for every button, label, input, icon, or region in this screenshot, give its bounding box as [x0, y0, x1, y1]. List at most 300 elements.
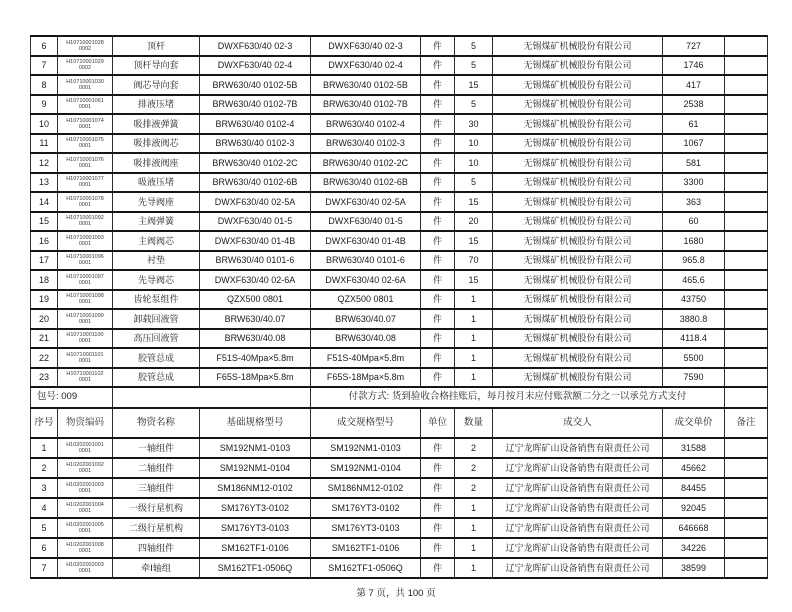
cell-unit-price: 965.8 [663, 251, 725, 271]
upper-table-body [31, 36, 768, 387]
cell-material-code [58, 290, 113, 310]
table-row [31, 518, 768, 538]
cell-unit-price: 646668 [663, 518, 725, 538]
cell-row-number: 8 [31, 75, 58, 95]
cell-remark [725, 36, 768, 56]
header-unit-price: 成交单价 [663, 408, 725, 438]
cell-remark [725, 95, 768, 115]
cell-material-name: 顶杆导向套 [113, 56, 200, 76]
material-code-line1: H10202001002 [66, 462, 104, 468]
cell-deal-spec: DWXF630/40 02-5A [311, 192, 421, 212]
cell-quantity: 1 [455, 329, 493, 349]
cell-deal-spec: BRW630/40 0102-3 [311, 134, 421, 154]
cell-material-name: 三轴组件 [113, 478, 200, 498]
cell-material-code [58, 95, 113, 115]
cell-unit-price: 581 [663, 153, 725, 173]
cell-remark [725, 498, 768, 518]
cell-quantity: 20 [455, 212, 493, 232]
cell-material-code [58, 498, 113, 518]
cell-material-code [58, 231, 113, 251]
cell-material-code [58, 173, 113, 193]
cell-unit-price: 43750 [663, 290, 725, 310]
cell-remark [725, 458, 768, 478]
cell-row-number: 12 [31, 153, 58, 173]
cell-vendor: 无锡煤矿机械股份有限公司 [493, 114, 663, 134]
cell-vendor: 辽宁龙晖矿山设备销售有限责任公司 [493, 438, 663, 458]
cell-material-code [58, 56, 113, 76]
cell-deal-spec: SM176YT3-0103 [311, 518, 421, 538]
cell-unit-price: 417 [663, 75, 725, 95]
cell-material-name: 二级行星机构 [113, 518, 200, 538]
cell-quantity: 1 [455, 498, 493, 518]
cell-vendor: 无锡煤矿机械股份有限公司 [493, 75, 663, 95]
cell-material-code [58, 538, 113, 558]
cell-unit-price: 34226 [663, 538, 725, 558]
cell-vendor: 无锡煤矿机械股份有限公司 [493, 95, 663, 115]
cell-vendor: 无锡煤矿机械股份有限公司 [493, 270, 663, 290]
cell-quantity: 1 [455, 538, 493, 558]
cell-material-name: 卸载回液管 [113, 309, 200, 329]
cell-vendor: 辽宁龙晖矿山设备销售有限责任公司 [493, 518, 663, 538]
cell-vendor: 无锡煤矿机械股份有限公司 [493, 153, 663, 173]
cell-base-spec: BRW630/40 0101-6 [200, 251, 311, 271]
cell-quantity: 2 [455, 478, 493, 498]
table-row [31, 478, 768, 498]
cell-deal-spec: BRW630/40.08 [311, 329, 421, 349]
cell-unit: 件 [421, 134, 455, 154]
material-code-line2: 0002 [78, 65, 92, 72]
cell-deal-spec: SM192NM1-0103 [311, 438, 421, 458]
cell-material-code [58, 114, 113, 134]
cell-material-code [58, 348, 113, 368]
header-material-name: 物资名称 [113, 408, 200, 438]
cell-vendor: 无锡煤矿机械股份有限公司 [493, 368, 663, 388]
cell-unit-price: 1067 [663, 134, 725, 154]
material-code-line2: 0001 [78, 468, 92, 474]
cell-material-name: 二轴组件 [113, 458, 200, 478]
cell-base-spec: SM176YT3-0102 [200, 498, 311, 518]
cell-base-spec: DWXF630/40 02-6A [200, 270, 311, 290]
cell-base-spec: DWXF630/40 02-5A [200, 192, 311, 212]
cell-material-code [58, 329, 113, 349]
cell-vendor: 辽宁龙晖矿山设备销售有限责任公司 [493, 558, 663, 578]
cell-unit: 件 [421, 231, 455, 251]
header-unit: 单位 [421, 408, 455, 438]
material-code-line1: H10710001096 [66, 254, 104, 261]
material-code-line1: H10710001028 [66, 39, 104, 46]
cell-remark [725, 75, 768, 95]
material-code-line2: 0001 [78, 568, 92, 574]
cell-deal-spec: SM186NM12-0102 [311, 478, 421, 498]
cell-deal-spec: QZX500 0801 [311, 290, 421, 310]
cell-quantity: 1 [455, 518, 493, 538]
table-row [31, 498, 768, 518]
material-code-line2: 0001 [78, 528, 92, 534]
table-header-row [31, 408, 768, 438]
cell-row-number: 7 [31, 56, 58, 76]
cell-material-name: 吸液压堵 [113, 173, 200, 193]
cell-unit-price: 31588 [663, 438, 725, 458]
cell-deal-spec: BRW630/40 0102-6B [311, 173, 421, 193]
header-deal-spec: 成交规格型号 [311, 408, 421, 438]
cell-material-code [58, 518, 113, 538]
package-number: 包号: 009 [31, 387, 113, 408]
cell-base-spec: BRW630/40.07 [200, 309, 311, 329]
material-code-line2: 0001 [78, 318, 92, 325]
cell-quantity: 5 [455, 95, 493, 115]
cell-vendor: 无锡煤矿机械股份有限公司 [493, 36, 663, 56]
cell-unit-price: 3300 [663, 173, 725, 193]
cell-base-spec: DWXF630/40 01-5 [200, 212, 311, 232]
cell-material-name: 胶管总成 [113, 368, 200, 388]
table-row [31, 309, 768, 329]
cell-unit-price: 1746 [663, 56, 725, 76]
material-code-line2: 0001 [78, 240, 92, 247]
table-row [31, 538, 768, 558]
material-code-line1: H10710001061 [66, 98, 104, 105]
material-code-line2: 0001 [78, 162, 92, 169]
table-row [31, 212, 768, 232]
table-row [31, 192, 768, 212]
material-code-line2: 0001 [78, 201, 92, 208]
cell-unit: 件 [421, 153, 455, 173]
cell-base-spec: BRW630/40 0102-7B [200, 95, 311, 115]
cell-vendor: 无锡煤矿机械股份有限公司 [493, 173, 663, 193]
cell-unit: 件 [421, 290, 455, 310]
material-code-line2: 0001 [78, 548, 92, 554]
cell-base-spec: SM162TF1-0106 [200, 538, 311, 558]
cell-remark [725, 212, 768, 232]
cell-deal-spec: DWXF630/40 01-5 [311, 212, 421, 232]
cell-quantity: 10 [455, 134, 493, 154]
cell-deal-spec: DWXF630/40 02-3 [311, 36, 421, 56]
cell-material-name: 排液压堵 [113, 95, 200, 115]
cell-unit-price: 727 [663, 36, 725, 56]
cell-base-spec: DWXF630/40 01-4B [200, 231, 311, 251]
header-quantity: 数量 [455, 408, 493, 438]
table-row [31, 438, 768, 458]
cell-remark [725, 173, 768, 193]
table-row [31, 558, 768, 578]
cell-material-name: 主阀弹簧 [113, 212, 200, 232]
cell-material-name: 吸排液阀芯 [113, 134, 200, 154]
material-code-line2: 0001 [78, 123, 92, 130]
header-remark: 备注 [725, 408, 768, 438]
cell-unit-price: 7590 [663, 368, 725, 388]
cell-base-spec: QZX500 0801 [200, 290, 311, 310]
cell-unit: 件 [421, 368, 455, 388]
material-code-line1: H10710001093 [66, 234, 104, 241]
cell-material-name: 四轴组件 [113, 538, 200, 558]
material-code-line1: H10202001005 [66, 522, 104, 528]
cell-unit: 件 [421, 518, 455, 538]
material-code-line1: H10710001102 [66, 371, 104, 378]
cell-quantity: 1 [455, 290, 493, 310]
cell-row-number: 6 [31, 36, 58, 56]
cell-material-name: 衬垫 [113, 251, 200, 271]
table-row [31, 95, 768, 115]
table-row [31, 75, 768, 95]
table-row [31, 270, 768, 290]
cell-vendor: 无锡煤矿机械股份有限公司 [493, 192, 663, 212]
cell-material-code [58, 309, 113, 329]
material-code-line2: 0001 [78, 221, 92, 228]
cell-quantity: 15 [455, 192, 493, 212]
cell-quantity: 2 [455, 438, 493, 458]
cell-deal-spec: F51S-40Mpa×5.8m [311, 348, 421, 368]
cell-vendor: 无锡煤矿机械股份有限公司 [493, 329, 663, 349]
cell-unit-price: 60 [663, 212, 725, 232]
cell-unit-price: 84455 [663, 478, 725, 498]
header-row-number: 序号 [31, 408, 58, 438]
cell-quantity: 2 [455, 458, 493, 478]
cell-quantity: 15 [455, 270, 493, 290]
cell-remark [725, 309, 768, 329]
cell-deal-spec: DWXF630/40 02-4 [311, 56, 421, 76]
cell-base-spec: BRW630/40 0102-2C [200, 153, 311, 173]
package-remark-empty [725, 387, 768, 408]
cell-unit-price: 5500 [663, 348, 725, 368]
material-code-line1: H10202001003 [66, 482, 104, 488]
cell-deal-spec: SM162TF1-0106 [311, 538, 421, 558]
cell-material-name: 吸排液弹簧 [113, 114, 200, 134]
cell-material-name: 一级行星机构 [113, 498, 200, 518]
cell-vendor: 辽宁龙晖矿山设备销售有限责任公司 [493, 478, 663, 498]
cell-material-name: 胶管总成 [113, 348, 200, 368]
cell-quantity: 1 [455, 309, 493, 329]
cell-row-number: 14 [31, 192, 58, 212]
cell-base-spec: BRW630/40 0102-6B [200, 173, 311, 193]
cell-unit: 件 [421, 75, 455, 95]
cell-row-number: 18 [31, 270, 58, 290]
cell-material-name: 一轴组件 [113, 438, 200, 458]
table-row [31, 368, 768, 388]
material-code-line2: 0001 [78, 299, 92, 306]
material-code-line1: H10710001092 [66, 215, 104, 222]
cell-deal-spec: BRW630/40.07 [311, 309, 421, 329]
cell-deal-spec: SM192NM1-0104 [311, 458, 421, 478]
cell-row-number: 19 [31, 290, 58, 310]
cell-unit-price: 465.6 [663, 270, 725, 290]
cell-remark [725, 478, 768, 498]
cell-material-name: 齿轮泵组件 [113, 290, 200, 310]
material-code-line2: 0001 [78, 143, 92, 150]
cell-row-number: 17 [31, 251, 58, 271]
cell-unit: 件 [421, 36, 455, 56]
cell-vendor: 辽宁龙晖矿山设备销售有限责任公司 [493, 458, 663, 478]
cell-unit: 件 [421, 348, 455, 368]
cell-unit-price: 61 [663, 114, 725, 134]
package-row [31, 387, 768, 408]
cell-material-code [58, 36, 113, 56]
cell-row-number: 10 [31, 114, 58, 134]
cell-quantity: 15 [455, 231, 493, 251]
cell-row-number: 9 [31, 95, 58, 115]
cell-unit: 件 [421, 251, 455, 271]
lower-table-body [31, 438, 768, 578]
cell-vendor: 无锡煤矿机械股份有限公司 [493, 56, 663, 76]
cell-row-number: 15 [31, 212, 58, 232]
cell-quantity: 5 [455, 173, 493, 193]
material-code-line1: H10710001078 [66, 195, 104, 202]
material-code-line1: H10710001098 [66, 293, 104, 300]
cell-unit: 件 [421, 478, 455, 498]
cell-material-code [58, 75, 113, 95]
cell-remark [725, 114, 768, 134]
cell-unit-price: 38599 [663, 558, 725, 578]
material-code-line1: H10710001077 [66, 176, 104, 183]
cell-remark [725, 56, 768, 76]
material-code-line1: H10710001075 [66, 137, 104, 144]
cell-deal-spec: BRW630/40 0102-7B [311, 95, 421, 115]
cell-unit: 件 [421, 329, 455, 349]
material-code-line1: H10202002003 [66, 562, 104, 568]
material-code-line1: H10202001004 [66, 502, 104, 508]
cell-base-spec: SM162TF1-0506Q [200, 558, 311, 578]
table-row [31, 458, 768, 478]
cell-unit: 件 [421, 558, 455, 578]
cell-material-code [58, 251, 113, 271]
cell-material-code [58, 192, 113, 212]
table-row [31, 231, 768, 251]
cell-vendor: 无锡煤矿机械股份有限公司 [493, 212, 663, 232]
material-code-line1: H10710001097 [66, 273, 104, 280]
cell-row-number: 21 [31, 329, 58, 349]
cell-material-name: 先导阀座 [113, 192, 200, 212]
cell-vendor: 无锡煤矿机械股份有限公司 [493, 348, 663, 368]
material-code-line2: 0001 [78, 104, 92, 111]
cell-material-code [58, 478, 113, 498]
header-base-spec: 基础规格型号 [200, 408, 311, 438]
header-material-code: 物资编码 [58, 408, 113, 438]
page-footer: 第 7 页，共 100 页 [356, 588, 436, 599]
cell-remark [725, 192, 768, 212]
material-code-line1: H10710001074 [66, 117, 104, 124]
material-code-line1: H10710001101 [66, 351, 104, 358]
cell-row-number: 3 [31, 478, 58, 498]
table-row [31, 56, 768, 76]
header-vendor: 成交人 [493, 408, 663, 438]
cell-vendor: 辽宁龙晖矿山设备销售有限责任公司 [493, 538, 663, 558]
cell-material-name: 吸排液阀座 [113, 153, 200, 173]
cell-deal-spec: BRW630/40 0101-6 [311, 251, 421, 271]
cell-base-spec: SM186NM12-0102 [200, 478, 311, 498]
cell-deal-spec: DWXF630/40 02-6A [311, 270, 421, 290]
cell-material-name: 高压回液管 [113, 329, 200, 349]
cell-remark [725, 329, 768, 349]
procurement-table [30, 35, 768, 579]
material-code-line1: H10202001008 [66, 542, 104, 548]
cell-vendor: 无锡煤矿机械股份有限公司 [493, 134, 663, 154]
material-code-line2: 0001 [78, 488, 92, 494]
cell-remark [725, 270, 768, 290]
cell-unit: 件 [421, 498, 455, 518]
cell-base-spec: DWXF630/40 02-4 [200, 56, 311, 76]
cell-unit: 件 [421, 192, 455, 212]
table-row [31, 153, 768, 173]
cell-remark [725, 231, 768, 251]
material-code-line1: H10710001076 [66, 156, 104, 163]
cell-quantity: 10 [455, 153, 493, 173]
cell-material-name: 主阀阀芯 [113, 231, 200, 251]
table-row [31, 348, 768, 368]
cell-remark [725, 153, 768, 173]
cell-material-code [58, 270, 113, 290]
cell-remark [725, 518, 768, 538]
cell-material-code [58, 134, 113, 154]
cell-base-spec: BRW630/40 0102-4 [200, 114, 311, 134]
material-code-line2: 0001 [78, 377, 92, 384]
table-row [31, 329, 768, 349]
cell-remark [725, 538, 768, 558]
cell-material-code [58, 153, 113, 173]
material-code-line1: H10710001029 [66, 59, 104, 66]
cell-deal-spec: SM176YT3-0102 [311, 498, 421, 518]
cell-unit: 件 [421, 114, 455, 134]
cell-unit: 件 [421, 95, 455, 115]
cell-row-number: 22 [31, 348, 58, 368]
material-code-line1: H10202001001 [66, 442, 104, 448]
cell-remark [725, 368, 768, 388]
cell-remark [725, 134, 768, 154]
cell-unit: 件 [421, 270, 455, 290]
cell-row-number: 20 [31, 309, 58, 329]
cell-material-code [58, 458, 113, 478]
table-row [31, 173, 768, 193]
table-row [31, 36, 768, 56]
cell-base-spec: DWXF630/40 02-3 [200, 36, 311, 56]
cell-material-code [58, 558, 113, 578]
cell-base-spec: BRW630/40 0102-3 [200, 134, 311, 154]
material-code-line2: 0001 [78, 182, 92, 189]
cell-material-name: 牵Ⅰ轴组 [113, 558, 200, 578]
material-code-line1: H10710001099 [66, 312, 104, 319]
cell-unit: 件 [421, 438, 455, 458]
cell-deal-spec: BRW630/40 0102-2C [311, 153, 421, 173]
cell-deal-spec: SM162TF1-0506Q [311, 558, 421, 578]
material-code-line2: 0002 [78, 45, 92, 52]
cell-unit-price: 92045 [663, 498, 725, 518]
cell-quantity: 5 [455, 36, 493, 56]
cell-unit: 件 [421, 309, 455, 329]
cell-row-number: 11 [31, 134, 58, 154]
cell-unit: 件 [421, 538, 455, 558]
cell-base-spec: SM192NM1-0103 [200, 438, 311, 458]
material-code-line2: 0001 [78, 357, 92, 364]
cell-unit-price: 45662 [663, 458, 725, 478]
cell-base-spec: SM192NM1-0104 [200, 458, 311, 478]
cell-base-spec: BRW630/40.08 [200, 329, 311, 349]
material-code-line1: H10710001100 [66, 332, 104, 339]
cell-base-spec: F51S-40Mpa×5.8m [200, 348, 311, 368]
cell-row-number: 23 [31, 368, 58, 388]
cell-quantity: 30 [455, 114, 493, 134]
cell-quantity: 70 [455, 251, 493, 271]
cell-quantity: 15 [455, 75, 493, 95]
cell-unit-price: 2538 [663, 95, 725, 115]
cell-row-number: 1 [31, 438, 58, 458]
material-code-line2: 0001 [78, 448, 92, 454]
cell-base-spec: SM176YT3-0103 [200, 518, 311, 538]
cell-remark [725, 558, 768, 578]
cell-vendor: 辽宁龙晖矿山设备销售有限责任公司 [493, 498, 663, 518]
cell-unit-price: 3880.8 [663, 309, 725, 329]
table-row [31, 251, 768, 271]
cell-vendor: 无锡煤矿机械股份有限公司 [493, 309, 663, 329]
material-code-line2: 0001 [78, 84, 92, 91]
cell-row-number: 13 [31, 173, 58, 193]
cell-remark [725, 348, 768, 368]
